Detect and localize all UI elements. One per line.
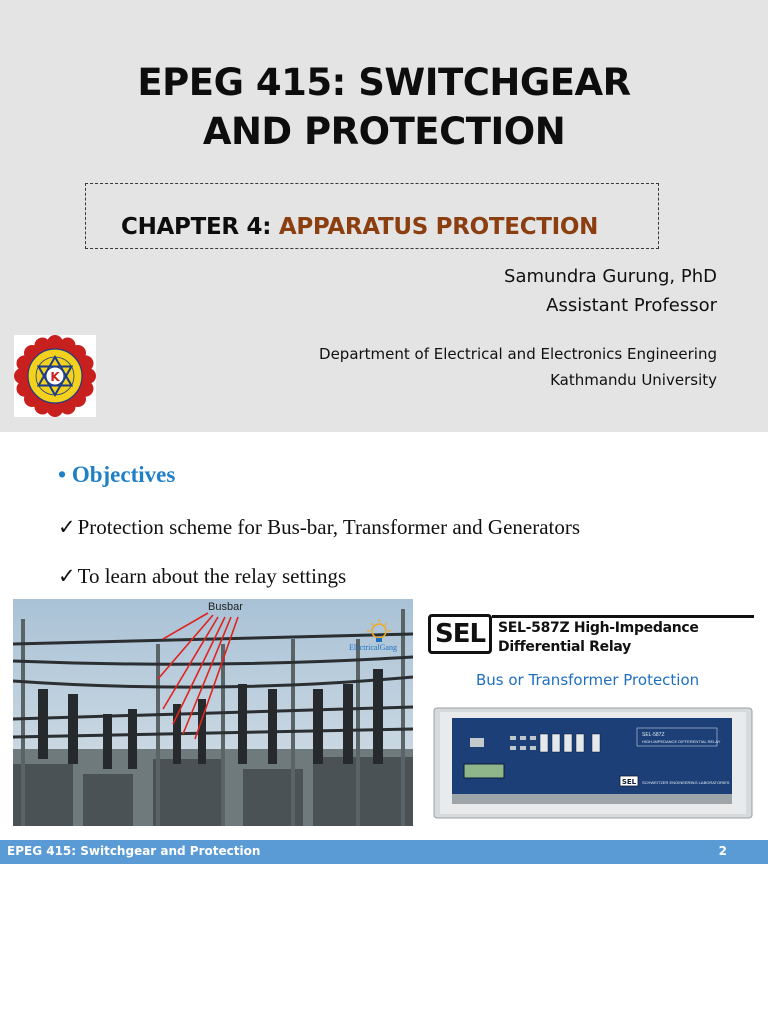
device-brand-text: SCHWEITZER ENGINEERING LABORATORIES (642, 780, 730, 785)
objectives-label: Objectives (71, 462, 176, 487)
relay-device-illustration (432, 706, 754, 820)
objective-item (58, 564, 346, 589)
device-model-text: SEL-587Z (642, 732, 665, 738)
checkmark-icon: ✓ (58, 564, 76, 588)
course-title-line-2: AND PROTECTION (202, 110, 566, 153)
page-number: 2 (718, 844, 727, 858)
footer-course-title: EPEG 415: Switchgear and Protection (7, 844, 261, 858)
university-name: Kathmandu University (550, 371, 717, 389)
image-watermark: ElectricalGang (349, 643, 397, 652)
course-title-line-1: EPEG 415: SWITCHGEAR (137, 61, 631, 104)
course-title (0, 58, 768, 156)
relay-title (498, 619, 699, 657)
university-logo (14, 335, 96, 417)
chapter-title: APPARATUS PROTECTION (278, 214, 599, 240)
divider (492, 615, 754, 618)
chapter-heading (121, 211, 598, 243)
busbar-label: Busbar (208, 601, 243, 613)
author-name: Samundra Gurung, PhD (504, 266, 717, 287)
title-slide (0, 0, 768, 432)
objective-text: Protection scheme for Bus-bar, Transformer and Generators (77, 515, 581, 539)
author-title: Assistant Professor (546, 295, 717, 316)
relay-subtitle: Bus or Transformer Protection (476, 671, 700, 689)
device-sel-badge: SEL (621, 778, 637, 786)
busbar-substation-photo (13, 599, 413, 826)
device-description-text: HIGH-IMPEDANCE DIFFERENTIAL RELAY (642, 739, 721, 744)
objectives-heading (58, 462, 175, 488)
bullet: • (58, 462, 67, 487)
department-name: Department of Electrical and Electronics Engineering (319, 345, 717, 363)
objective-text: To learn about the relay settings (77, 564, 347, 588)
relay-title-line-1: SEL-587Z High-Impedance (498, 620, 699, 636)
objective-item (58, 515, 580, 540)
logo-letter: K (50, 370, 60, 384)
checkmark-icon: ✓ (58, 515, 76, 539)
relay-title-line-2: Differential Relay (498, 639, 631, 655)
slide-footer (0, 840, 768, 864)
chapter-number: CHAPTER 4: (121, 214, 279, 240)
sel-logo: SEL (428, 614, 492, 654)
